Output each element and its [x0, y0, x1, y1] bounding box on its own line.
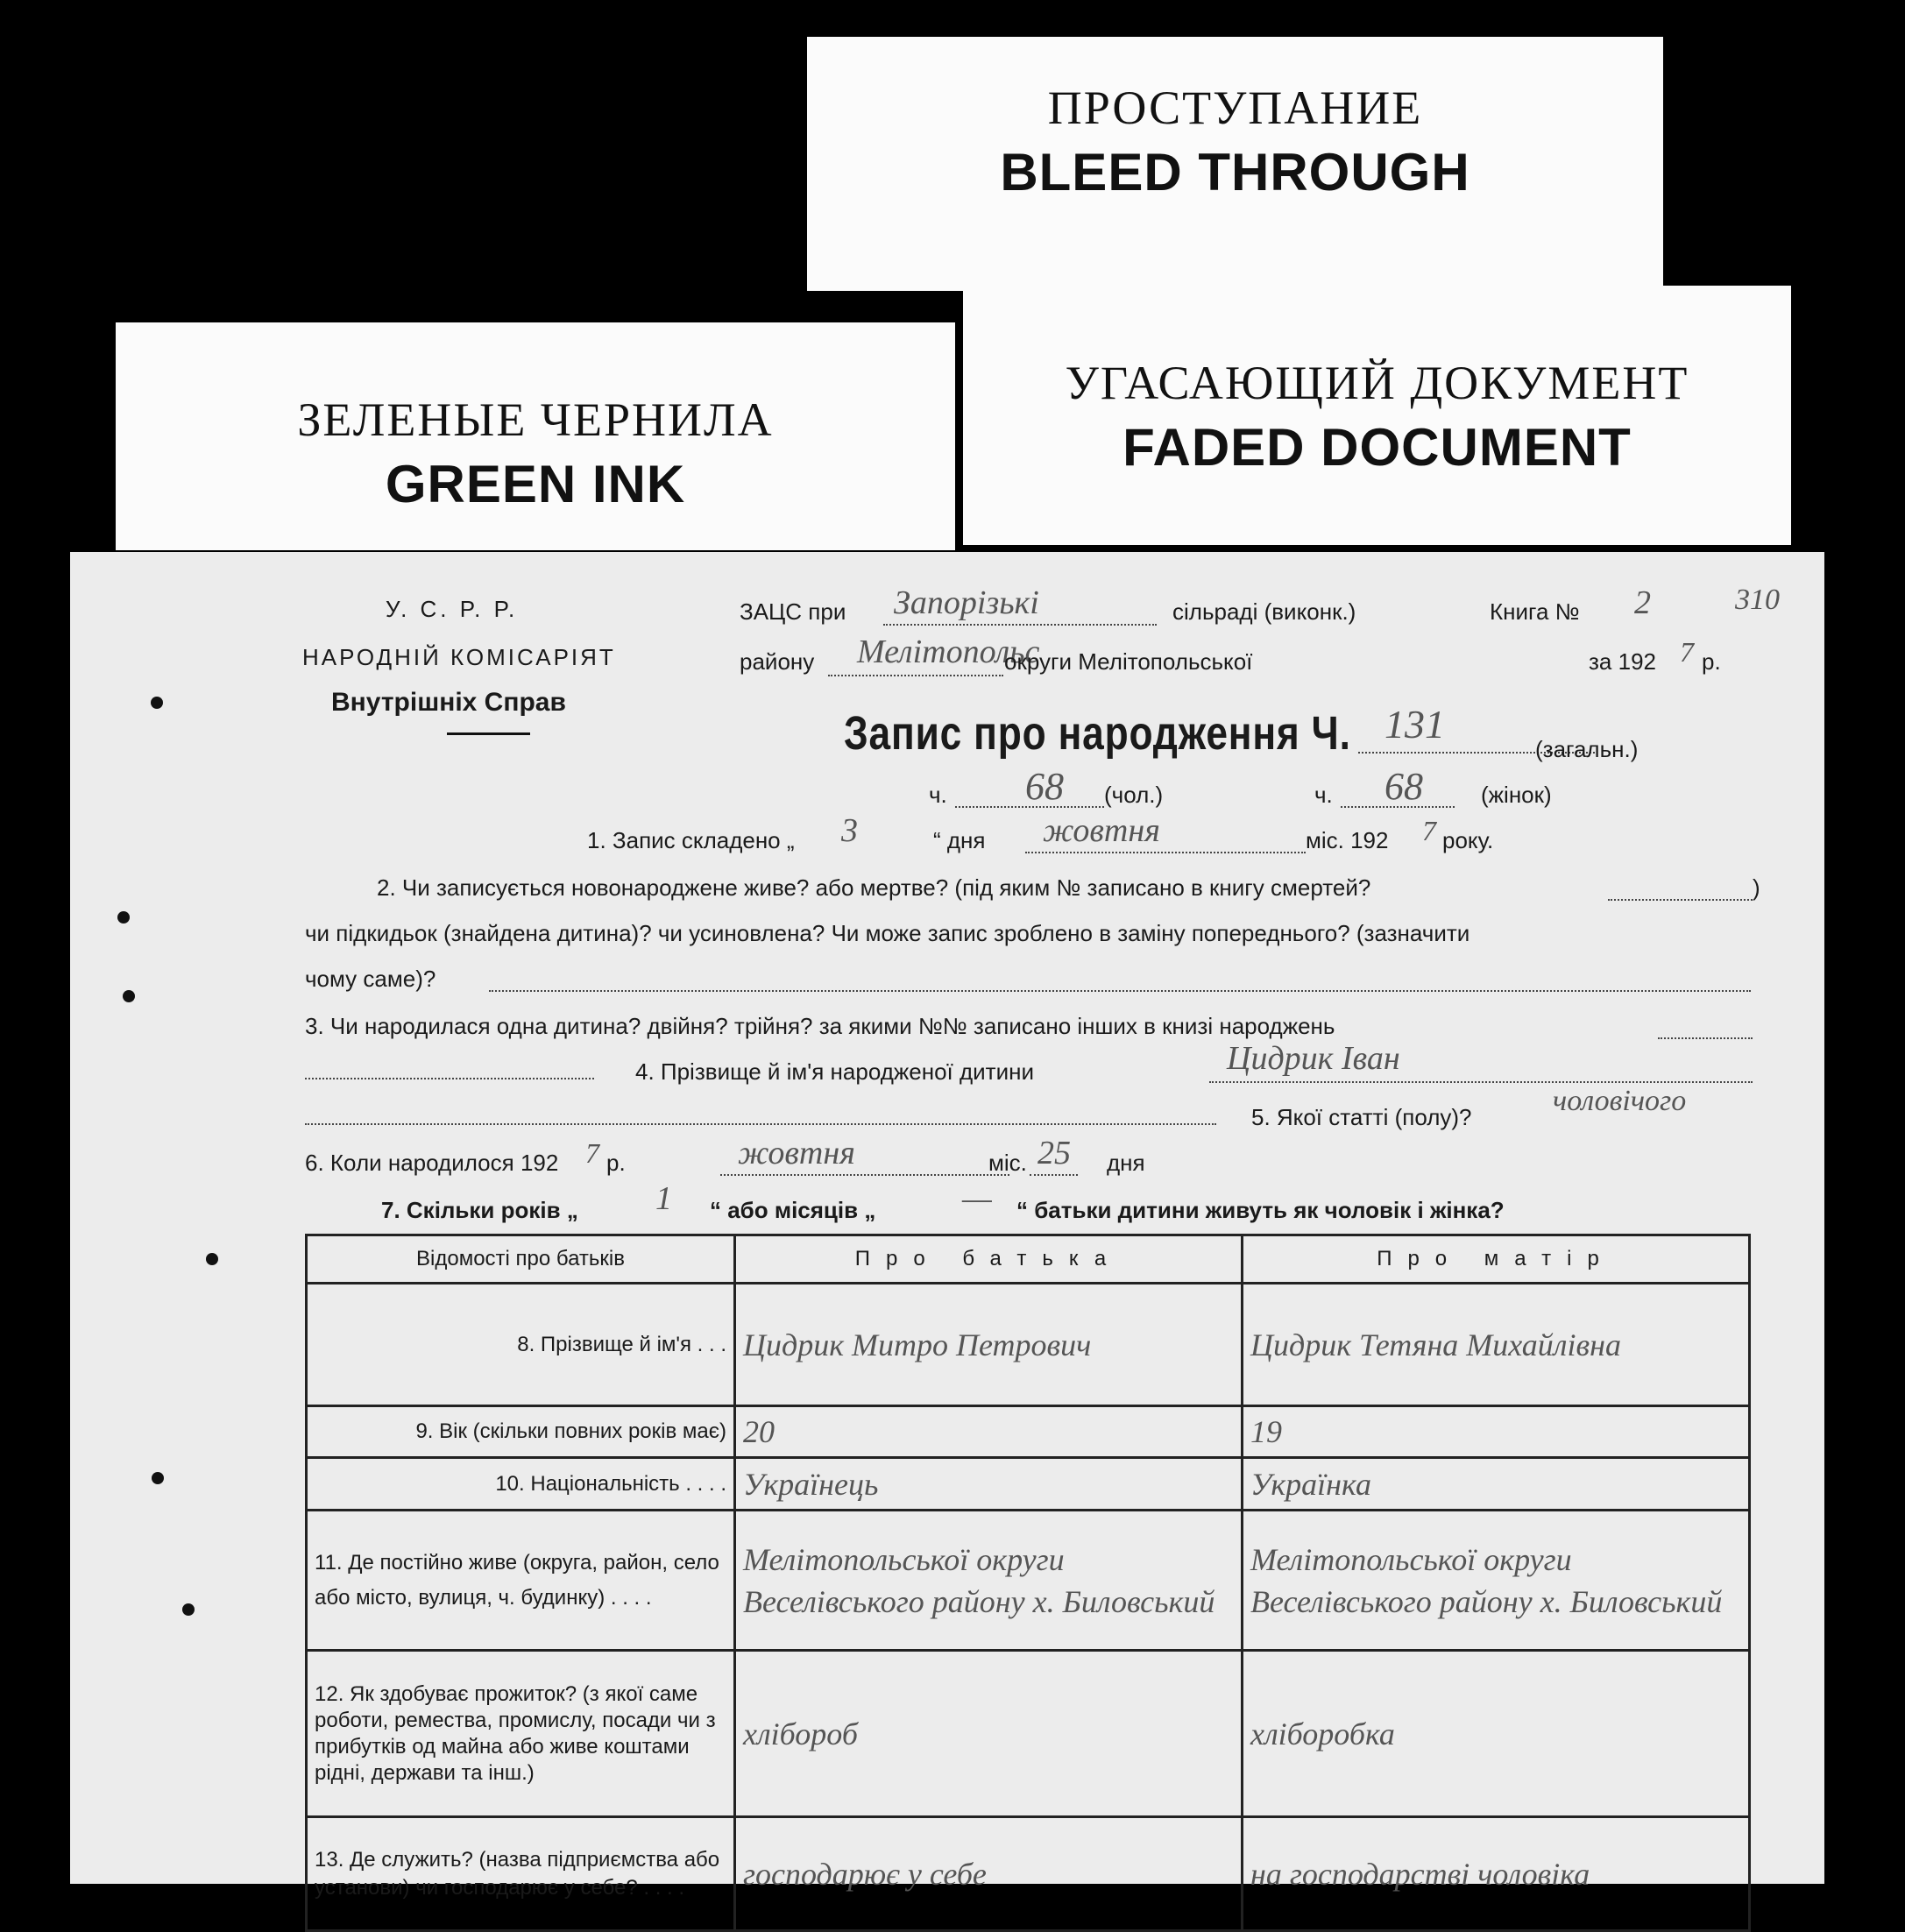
zags-value: Запорізькі	[894, 584, 1039, 621]
q6-day: 25	[1037, 1135, 1071, 1171]
q3-blank	[1658, 1037, 1753, 1039]
punch-hole	[123, 990, 135, 1002]
q1-month: жовтня	[1043, 812, 1160, 849]
q2-line1: 2. Чи записується новонароджене живе? або мертве? (під яким № записано в книгу смертей?	[377, 874, 1371, 901]
row-question: 10. Національність . . . .	[307, 1458, 735, 1511]
table-row	[307, 1406, 1750, 1458]
faded-document-label-ru: УГАСАЮЩИЙ ДОКУМЕНТ	[1065, 357, 1689, 409]
q1-text1: 1. Запис складено „	[587, 827, 795, 853]
punch-hole	[117, 911, 130, 924]
q1-month-line	[1025, 852, 1306, 853]
punch-hole	[182, 1603, 195, 1616]
q2-line2: чи підкидьок (знайдена дитина)? чи усиновлена? Чи може запис зроблено в заміну попереднього? (зазначити	[305, 920, 1470, 946]
raion-suffix: округи Мелітопольської	[1004, 648, 1253, 675]
q4-value: Цидрик Іван	[1227, 1040, 1400, 1077]
table-row	[307, 1511, 1750, 1651]
father-value	[735, 1406, 1243, 1458]
q5-value: чоловічого	[1553, 1085, 1687, 1117]
record-general-label: (загальн.)	[1535, 736, 1639, 762]
header-about-father: Про батька	[735, 1235, 1243, 1284]
mother-occupation: хліборобка	[1250, 1716, 1395, 1752]
birth-record-form	[70, 552, 1824, 1900]
book-value: 2	[1634, 584, 1651, 621]
table-row	[307, 1284, 1750, 1406]
father-value	[735, 1817, 1243, 1931]
header-info-about-parents: Відомості про батьків	[307, 1235, 735, 1284]
q2-line3-blank	[489, 990, 1751, 992]
female-ch-label: ч.	[1314, 782, 1333, 808]
table-header-row	[307, 1235, 1750, 1284]
row-question: 11. Де постійно живе (округа, район, село або місто, вулиця, ч. будинку) . . . .	[307, 1511, 735, 1651]
year-suffix: р.	[1702, 648, 1721, 675]
table-row	[307, 1817, 1750, 1931]
mother-value	[1243, 1284, 1750, 1406]
green-ink-label-card	[116, 322, 955, 550]
mother-name: Цидрик Тетяна Михайлівна	[1250, 1327, 1621, 1362]
mother-nationality: Українка	[1250, 1466, 1371, 1502]
father-workplace: господарює у себе	[743, 1856, 987, 1892]
raion-prefix: району	[740, 648, 815, 675]
header-about-mother: Про матір	[1243, 1235, 1750, 1284]
mother-value	[1243, 1458, 1750, 1511]
q6-month-line	[720, 1174, 1009, 1176]
bleed-through-label-ru: ПРОСТУПАНИЕ	[1047, 81, 1423, 134]
q1-year: 7	[1422, 815, 1436, 846]
q1-text2: “ дня	[933, 827, 986, 853]
bleed-through-label-card	[807, 37, 1663, 291]
father-value	[735, 1651, 1243, 1817]
q5-lead-line	[305, 1123, 1216, 1125]
punch-hole	[152, 1472, 164, 1484]
record-number: 131	[1384, 702, 1445, 747]
q4-value-line	[1209, 1081, 1753, 1083]
q1-text4: року.	[1442, 827, 1494, 853]
q6-text2: р.	[606, 1150, 626, 1176]
row-question: 13. Де служить? (назва підприємства або установи) чи господарює у себе? . . . .	[307, 1817, 735, 1931]
divider	[447, 732, 530, 735]
male-label: (чол.)	[1104, 782, 1164, 808]
header-internal-affairs: Внутрішніх Справ	[331, 688, 566, 717]
q1-day: 3	[841, 812, 858, 849]
father-value	[735, 1511, 1243, 1651]
q6-day-line	[1030, 1174, 1078, 1176]
female-label: (жінок)	[1481, 782, 1552, 808]
mother-residence: Мелітопольської округи Веселівського району х. Биловський	[1250, 1541, 1723, 1619]
table-row	[307, 1458, 1750, 1511]
mother-workplace: на господарстві чоловіка	[1250, 1856, 1590, 1892]
year-digit: 7	[1680, 636, 1694, 668]
mother-age: 19	[1250, 1414, 1282, 1449]
father-value	[735, 1458, 1243, 1511]
q7-months: —	[962, 1180, 992, 1217]
faded-document-label-en: FADED DOCUMENT	[1122, 418, 1632, 477]
father-occupation: хлібороб	[743, 1716, 858, 1752]
header-commissariat: НАРОДНІЙ КОМІСАРІЯТ	[302, 644, 616, 670]
book-prefix: Книга №	[1490, 598, 1580, 625]
q5-text: 5. Якої статті (полу)?	[1251, 1104, 1472, 1130]
father-residence: Мелітопольської округи Веселівського району х. Биловський	[743, 1541, 1215, 1619]
q6-text3: міс.	[988, 1150, 1027, 1176]
row-question: 12. Як здобуває прожиток? (з якої саме роботи, ремества, промислу, посади чи з прибутків од майна або живе коштами рідні, держави та інш.)	[307, 1651, 735, 1817]
q7-text2: “ або місяців „	[710, 1197, 876, 1223]
q6-month: жовтня	[738, 1135, 855, 1171]
raion-value: Мелітопольс	[857, 633, 1040, 670]
q6-year: 7	[585, 1137, 599, 1169]
year-prefix: за 192	[1589, 648, 1656, 675]
q2-line3: чому саме)?	[305, 966, 436, 992]
q4-lead-line	[305, 1078, 594, 1079]
father-age: 20	[743, 1414, 775, 1449]
faded-document-label-card	[963, 286, 1791, 545]
q7-years: 1	[655, 1180, 672, 1217]
green-ink-label-en: GREEN INK	[385, 455, 686, 513]
male-count: 68	[1025, 765, 1064, 808]
q7-text1: 7. Скільки років „	[381, 1197, 578, 1223]
q3-text: 3. Чи народилася одна дитина? двійня? трійня? за якими №№ записано інших в книзі народжень	[305, 1013, 1335, 1039]
q6-text1: 6. Коли народилося 192	[305, 1150, 559, 1176]
zags-line	[883, 624, 1157, 626]
male-count-line	[955, 806, 1104, 808]
female-count-line	[1341, 806, 1455, 808]
father-nationality: Українець	[743, 1466, 879, 1502]
record-title: Запис про народження Ч.	[844, 707, 1351, 760]
green-ink-label-ru: ЗЕЛЕНЫЕ ЧЕРНИЛА	[297, 393, 774, 446]
mother-value	[1243, 1651, 1750, 1817]
row-question: 8. Прізвище й ім'я . . .	[307, 1284, 735, 1406]
q7-text3: “ батьки дитини живуть як чоловік і жінка?	[1016, 1197, 1505, 1223]
female-count: 68	[1384, 765, 1423, 808]
bleed-through-label-en: BLEED THROUGH	[1000, 143, 1470, 202]
mother-value	[1243, 1511, 1750, 1651]
father-value	[735, 1284, 1243, 1406]
q2-line1-end: )	[1753, 874, 1760, 901]
book-extra: 310	[1735, 584, 1780, 616]
raion-line	[828, 675, 1003, 676]
table-row	[307, 1651, 1750, 1817]
male-ch-label: ч.	[929, 782, 947, 808]
header-ussr: У. С. Р. Р.	[386, 596, 519, 622]
parents-table	[305, 1234, 1751, 1932]
punch-hole	[206, 1253, 218, 1265]
punch-hole	[151, 697, 163, 709]
father-name: Цидрик Митро Петрович	[743, 1327, 1092, 1362]
zags-suffix: сільраді (виконк.)	[1172, 598, 1356, 625]
q2-line1-blank	[1608, 899, 1753, 901]
mother-value	[1243, 1406, 1750, 1458]
q4-text: 4. Прізвище й ім'я народженої дитини	[635, 1058, 1034, 1085]
q1-text3: міс. 192	[1306, 827, 1389, 853]
mother-value	[1243, 1817, 1750, 1931]
q6-text4: дня	[1107, 1150, 1145, 1176]
row-question: 9. Вік (скільки повних років має)	[307, 1406, 735, 1458]
zags-prefix: ЗАЦС при	[740, 598, 846, 625]
